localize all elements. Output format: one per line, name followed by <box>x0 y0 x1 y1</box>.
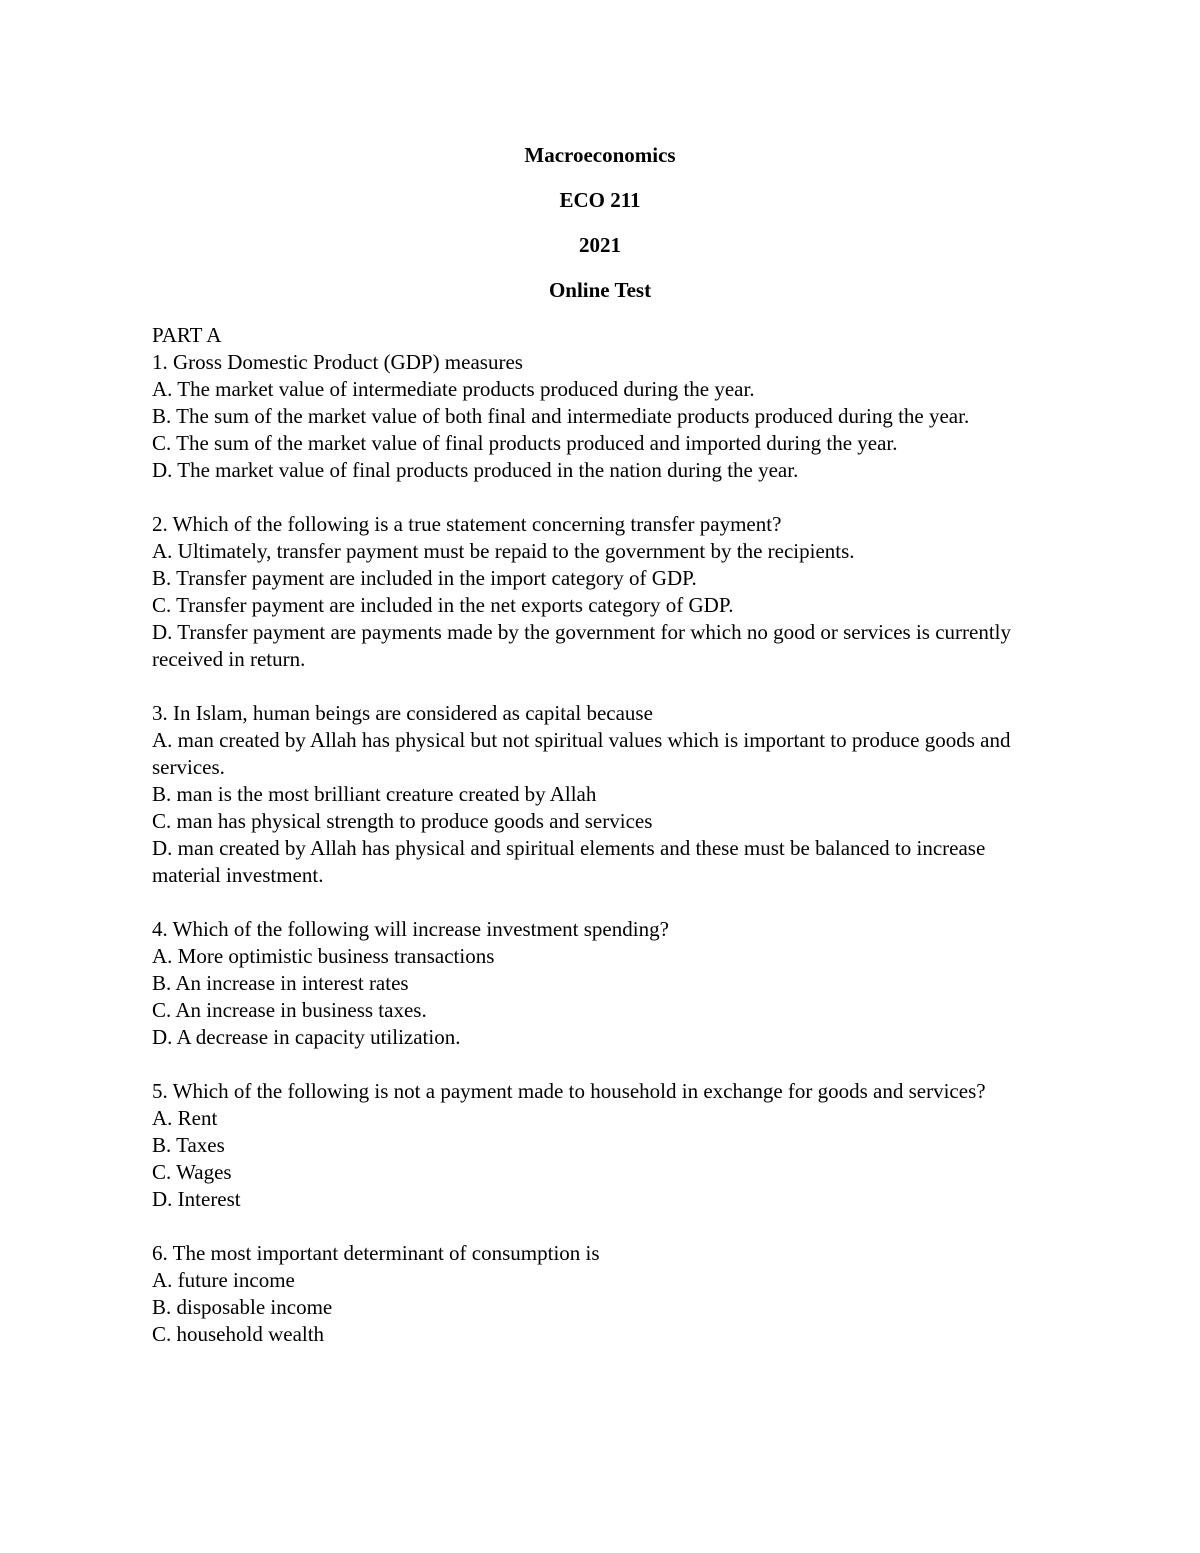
option-a: A. Rent <box>152 1106 218 1130</box>
question-stem: 5. Which of the following is not a payment made to household in exchange for goods and services? <box>152 1079 986 1103</box>
question-5 <box>152 1078 1032 1213</box>
option-b: B. disposable income <box>152 1295 333 1319</box>
option-b: B. An increase in interest rates <box>152 971 409 995</box>
question-6 <box>152 1240 1032 1348</box>
option-c: C. household wealth <box>152 1322 325 1346</box>
option-d: D. man created by Allah has physical and spiritual elements and these must be balanced to increase material investment. <box>152 836 986 887</box>
test-title: Online Test <box>548 278 652 302</box>
question-stem: 6. The most important determinant of consumption is <box>152 1241 600 1265</box>
option-b: B. Transfer payment are included in the import category of GDP. <box>152 566 697 590</box>
option-a: A. The market value of intermediate products produced during the year. <box>152 377 755 401</box>
option-a: A. future income <box>152 1268 295 1292</box>
option-a: A. man created by Allah has physical but not spiritual values which is important to produce goods and services. <box>152 728 1011 779</box>
question-stem: 1. Gross Domestic Product (GDP) measures <box>152 350 523 374</box>
question-stem: 2. Which of the following is a true statement concerning transfer payment? <box>152 512 782 536</box>
course-year: 2021 <box>579 233 621 257</box>
option-c: C. Transfer payment are included in the net exports category of GDP. <box>152 593 734 617</box>
option-c: C. The sum of the market value of final products produced and imported during the year. <box>152 431 898 455</box>
question-stem: 3. In Islam, human beings are considered as capital because <box>152 701 653 725</box>
question-2 <box>152 511 1032 673</box>
option-d: D. A decrease in capacity utilization. <box>152 1025 461 1049</box>
question-4 <box>152 916 1032 1051</box>
part-label: PART A <box>152 323 222 347</box>
option-b: B. The sum of the market value of both final and intermediate products produced during the year. <box>152 404 970 428</box>
option-a: A. More optimistic business transactions <box>152 944 495 968</box>
option-d: D. The market value of final products produced in the nation during the year. <box>152 458 799 482</box>
question-3 <box>152 700 1032 889</box>
question-1 <box>152 349 1032 484</box>
option-a: A. Ultimately, transfer payment must be repaid to the government by the recipients. <box>152 539 855 563</box>
option-b: B. man is the most brilliant creature created by Allah <box>152 782 597 806</box>
option-c: C. An increase in business taxes. <box>152 998 427 1022</box>
question-stem: 4. Which of the following will increase investment spending? <box>152 917 669 941</box>
option-b: B. Taxes <box>152 1133 225 1157</box>
course-title: Macroeconomics <box>524 143 676 167</box>
option-d: D. Transfer payment are payments made by the government for which no good or services is currently received in return. <box>152 620 1012 671</box>
option-c: C. Wages <box>152 1160 232 1184</box>
course-code: ECO 211 <box>559 188 641 212</box>
option-c: C. man has physical strength to produce goods and services <box>152 809 653 833</box>
option-d: D. Interest <box>152 1187 241 1211</box>
question-body <box>152 322 1032 1348</box>
